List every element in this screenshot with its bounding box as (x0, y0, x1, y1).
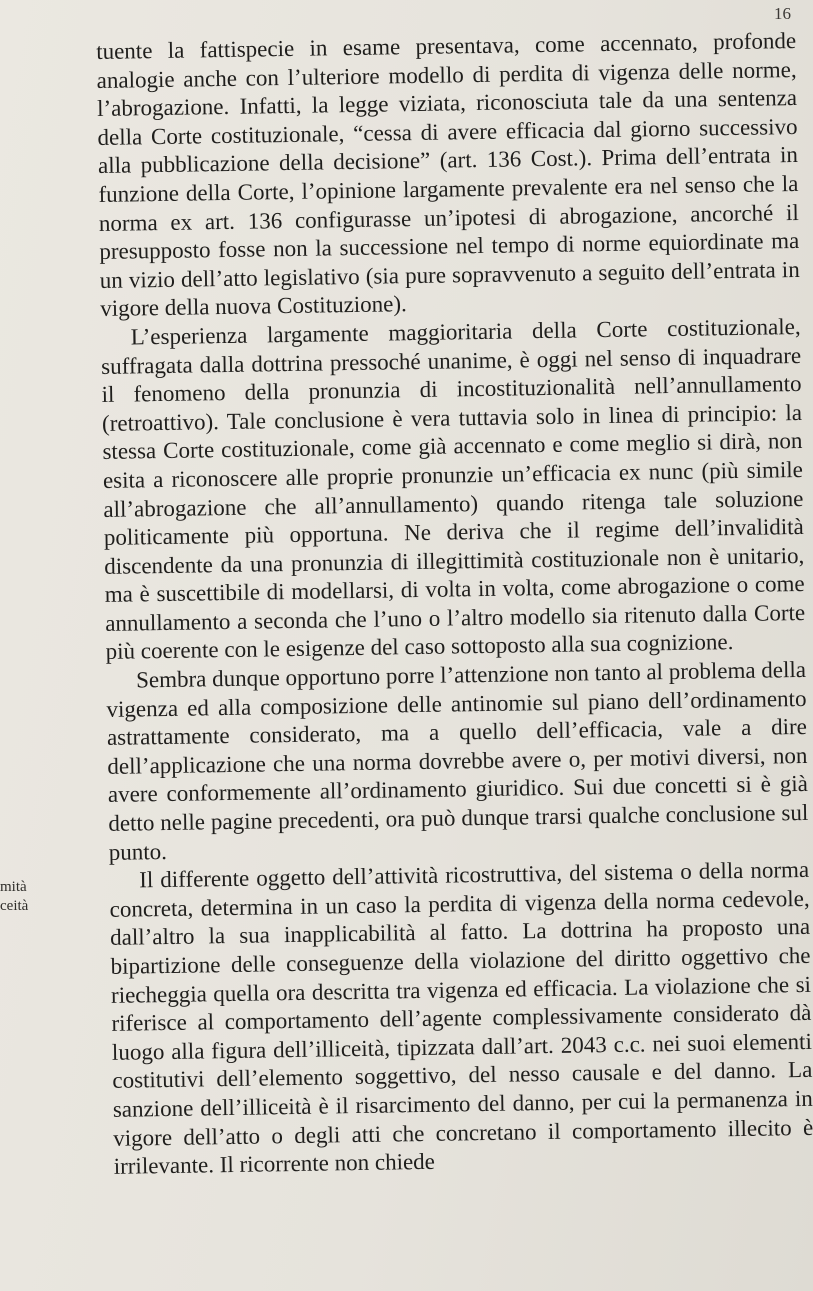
paragraph-3: Sembra dunque opportuno porre l’attenzione non tanto al problema della vigenza ed alla composizione delle antinomie sul piano dell’ordinamento astrattamente considerato, ma a quello dell’efficacia, vale a dire dell’applicazione che una norma dovrebbe avere o, per motivi diversi, non avere conformemente all’ordinamento giuridico. Sui due concetti si è già detto nelle pagine precedenti, ora può dunque trarsi qualche conclusione sul punto. (106, 656, 809, 865)
page-number: 16 (774, 4, 791, 23)
margin-note-1: mità (0, 879, 27, 895)
paragraph-2: L’esperienza largamente maggioritaria della Corte costituzionale, suffragata dalla dottrina pressoché unanime, è oggi nel senso di inquadrare il fenomeno della pronunzia di incostituzionalità nell’annullamento (retroattivo). Tale conclusione è vera tuttavia solo in linea di principio: la stessa Corte costituzionale, come già accennato e come meglio si dirà, non esita a riconoscere alle proprie pronunzie un’efficacia ex nunc (più simile all’abrogazione che all’annullamento) quando ritenga tale soluzione politicamente più opportuna. Ne deriva che il regime dell’invalidità discendente da una pronunzia di illegittimità costituzionale non è unitario, ma è suscettibile di modellarsi, di volta in volta, come abrogazione o come annullamento a seconda che l’uno o l’altro modello sia ritenuto dalla Corte più coerente con le esigenze del caso sottoposto alla sua cognizione. (100, 313, 806, 665)
margin-note-2: ceità (0, 898, 29, 914)
paragraph-4: Il differente oggetto dell’attività ricostruttiva, del sistema o della norma concreta, determina in un caso la perdita di vigenza della norma cedevole, dall’altro la sua inapplicabilità al fatto. La dottrina ha proposto una bipartizione delle conseguenze della violazione del diritto oggettivo che riecheggia quella ora descritta tra vigenza ed efficacia. La violazione che si riferisce al comportamento dell’agente complessivamente considerato dà luogo alla figura dell’illiceità, tipizzata dall’art. 2043 c.c. nei suoi elementi costitutivi dell’elemento soggettivo, del nesso causale e del danno. La sanzione dell’illiceità è il risarcimento del danno, per cui la permanenza in vigore dell’atto o degli atti che concretano il comportamento illecito è irrilevante. Il ricorrente non chiede (109, 857, 813, 1180)
body-text (96, 27, 813, 1182)
paragraph-1: tuente la fattispecie in esame presentava, come accennato, profonde analogie anche con l’ulteriore modello di perdita di vigenza delle norme, l’abrogazione. Infatti, la legge viziata, riconosciuta tale da una sentenza della Corte costituzionale, “cessa di avere efficacia dal giorno successivo alla pubblicazione della decisione” (art. 136 Cost.). Prima dell’entrata in funzione della Corte, l’opinione largamente prevalente era nel senso che la norma ex art. 136 configurasse un’ipotesi di abrogazione, ancorché il presupposto fosse non la successione nel tempo di norme equiordinate ma un vizio dell’atto legislativo (sia pure sopravvenuto a seguito dell’entrata in vigore della nuova Costituzione). (96, 28, 800, 322)
